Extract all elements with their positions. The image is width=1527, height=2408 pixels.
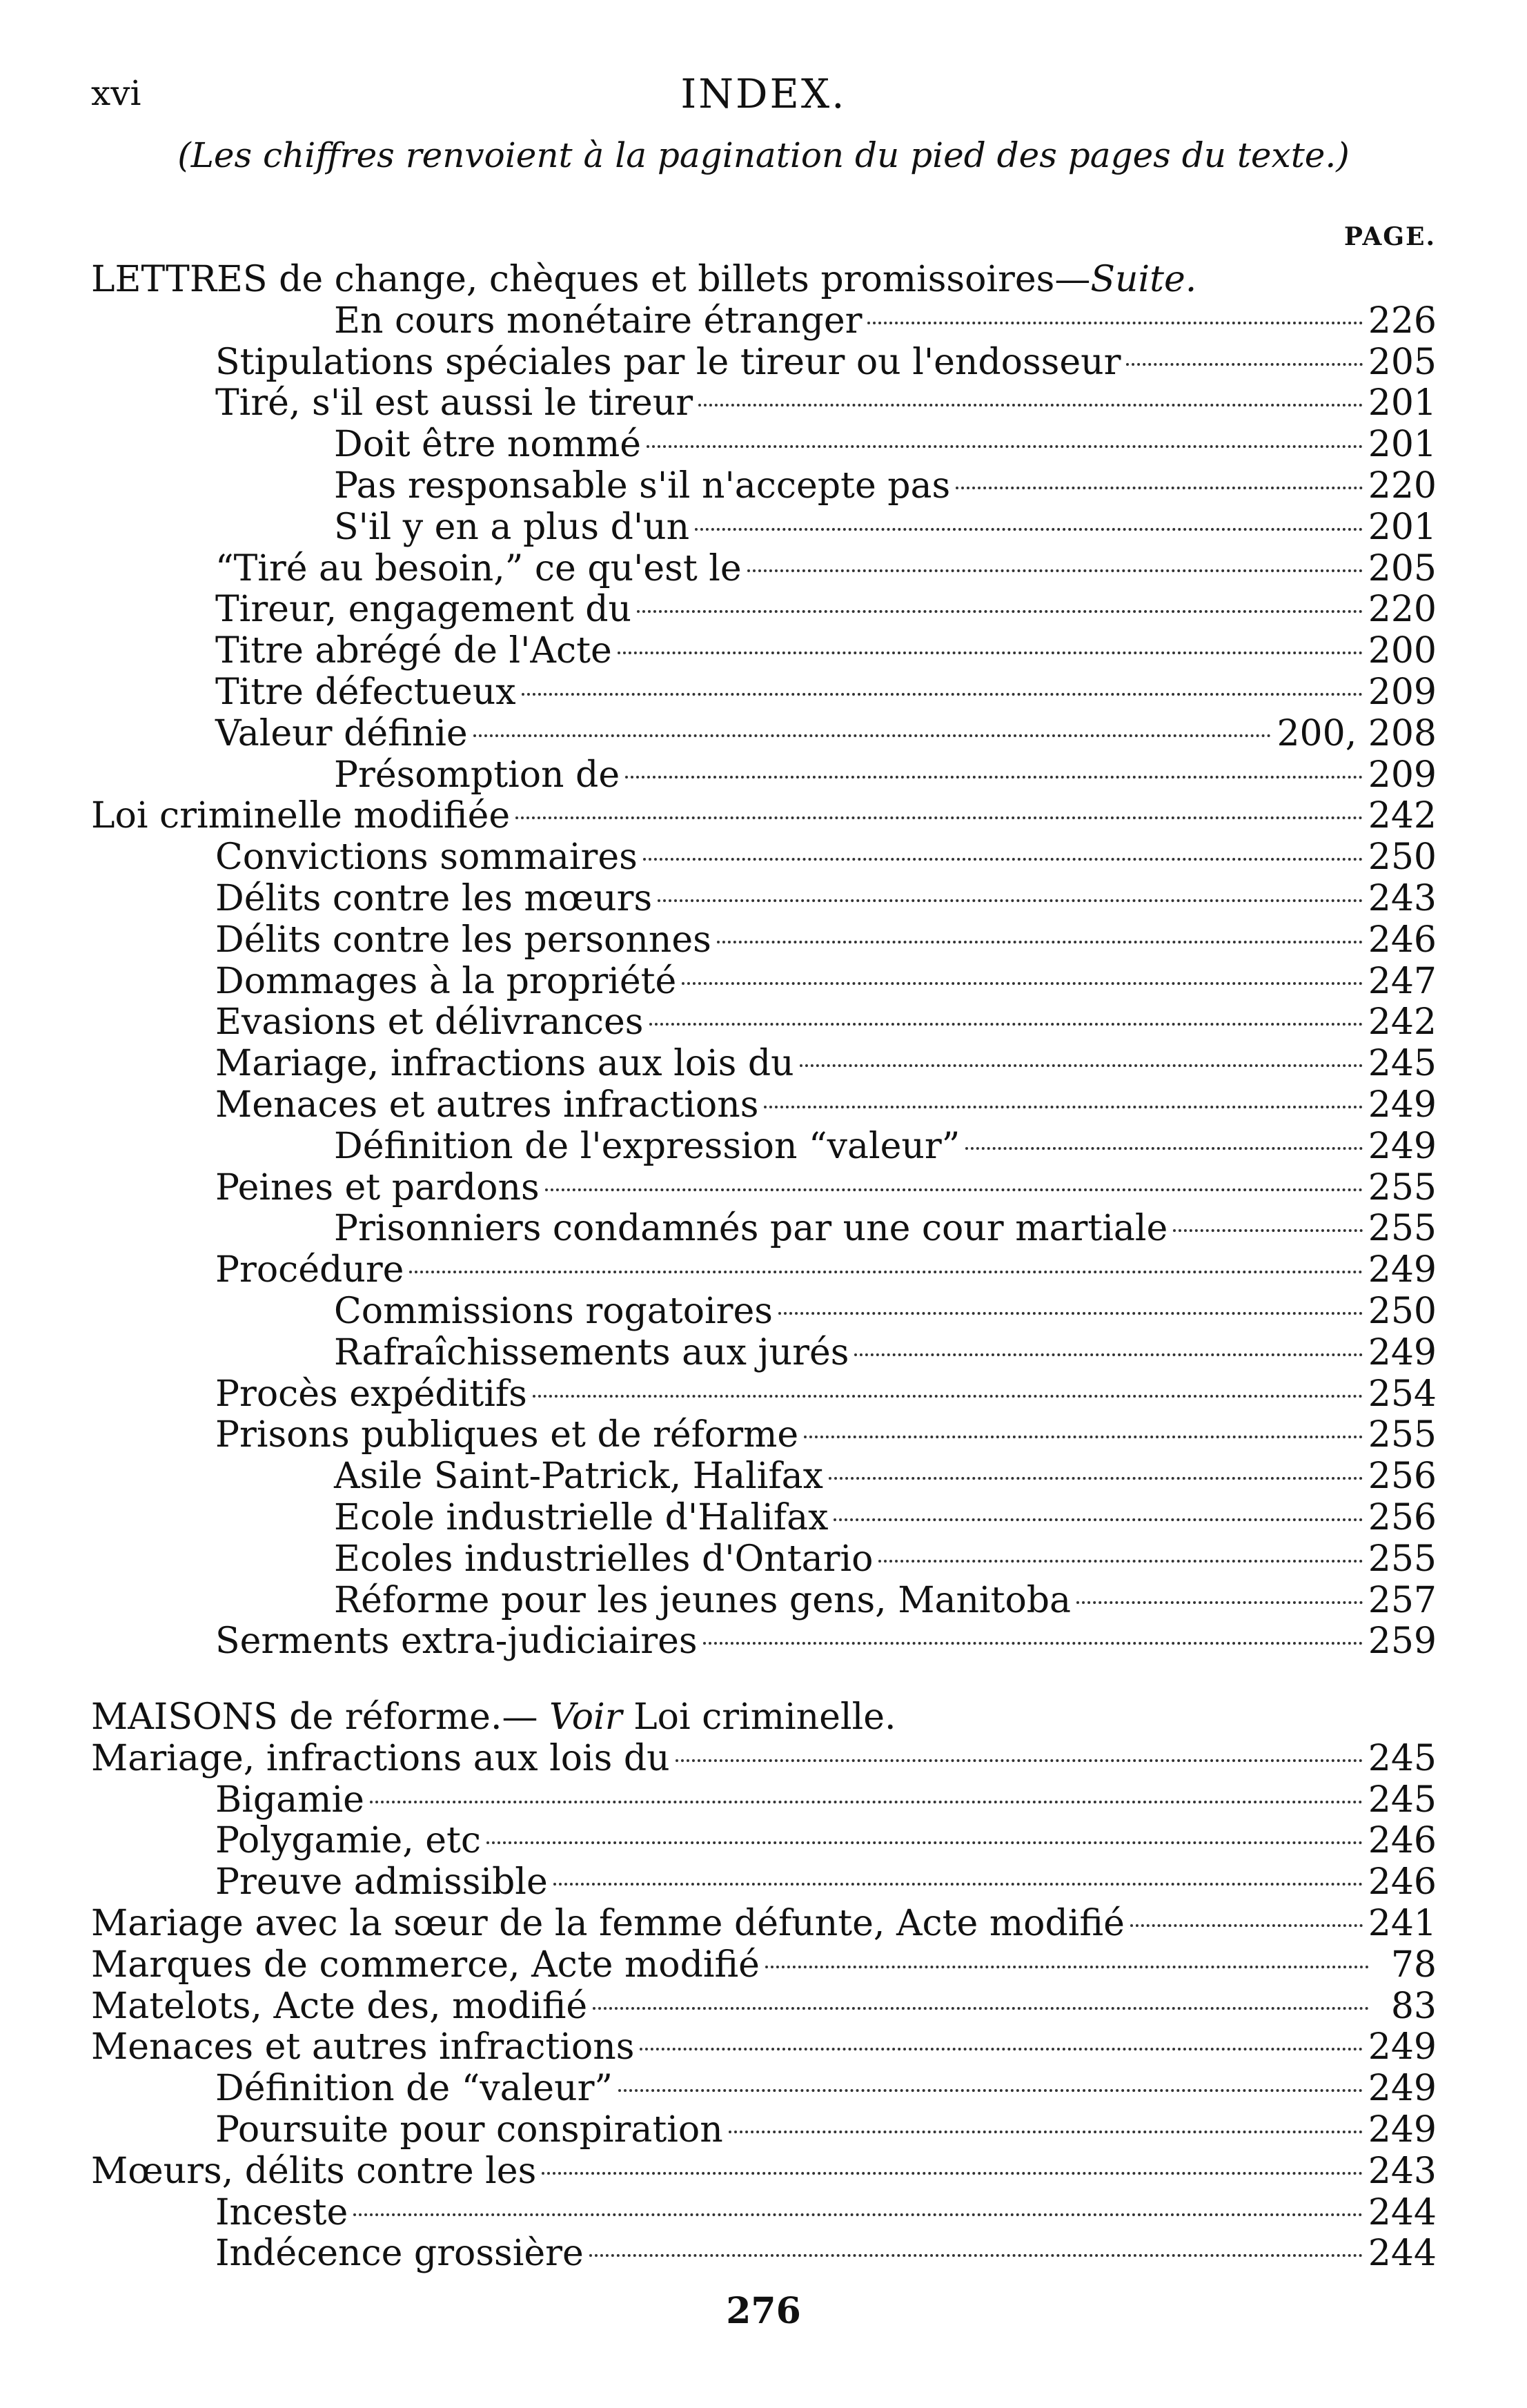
entry-page-ref: 246 — [1368, 1820, 1437, 1862]
entry-label: Polygamie, etc — [215, 1820, 482, 1862]
entry-page-ref: 244 — [1368, 2233, 1437, 2275]
entry-page-ref: 246 — [1368, 919, 1437, 961]
index-entry — [91, 260, 1437, 301]
entry-page-ref: 200, 208 — [1277, 712, 1437, 754]
entry-label: Doit être nommé — [334, 424, 642, 466]
dot-leader — [1130, 1924, 1363, 1927]
entry-page-ref: 241 — [1368, 1903, 1437, 1945]
index-entry — [91, 1208, 1437, 1250]
index-entry — [91, 1126, 1437, 1168]
dot-leader — [682, 982, 1362, 985]
entry-label: Mariage avec la sœur de la femme défunte, Acte modifié — [91, 1903, 1125, 1945]
entry-label: Evasions et délivrances — [215, 1001, 644, 1044]
page-column-label: PAGE. — [1343, 222, 1436, 251]
dot-leader — [409, 1271, 1362, 1273]
entry-label: Marques de commerce, Acte modifié — [91, 1944, 760, 1986]
entry-page-ref: 250 — [1368, 1290, 1437, 1332]
entry-page-ref: 249 — [1368, 1125, 1437, 1167]
index-entry — [91, 424, 1437, 466]
entry-page-ref: 250 — [1368, 836, 1437, 879]
index-entry — [91, 961, 1437, 1003]
dot-leader — [353, 2213, 1362, 2216]
page-header — [91, 61, 1436, 116]
entry-page-ref: 245 — [1368, 1779, 1437, 1821]
entry-page-ref: 226 — [1368, 300, 1437, 342]
entry-page-ref: 257 — [1368, 1579, 1437, 1621]
dot-leader — [956, 487, 1363, 489]
dot-leader — [647, 445, 1363, 448]
entry-label: Indécence grossière — [215, 2233, 584, 2275]
entry-page-ref: 254 — [1368, 1373, 1437, 1415]
dot-leader — [764, 1106, 1362, 1108]
index-entry — [91, 466, 1437, 507]
entry-page-ref: 249 — [1368, 2026, 1437, 2068]
index-entry — [91, 1739, 1437, 1780]
dot-leader — [878, 1560, 1362, 1563]
dot-leader — [1126, 363, 1362, 366]
entry-page-ref: 242 — [1368, 1001, 1437, 1044]
entry-page-ref: 242 — [1368, 795, 1437, 837]
dot-leader — [637, 610, 1363, 613]
index-entry — [91, 1291, 1437, 1333]
index-entry — [91, 2068, 1437, 2110]
dot-leader — [473, 734, 1272, 737]
entry-page-ref: 246 — [1368, 1861, 1437, 1903]
entry-label: Stipulations spéciales par le tireur ou l'endosseur — [215, 341, 1121, 383]
entry-page-ref: 209 — [1368, 671, 1437, 713]
index-entry — [91, 1903, 1437, 1945]
dot-leader — [533, 1395, 1363, 1398]
dot-leader — [717, 941, 1363, 943]
dot-leader — [640, 2048, 1362, 2050]
dot-leader — [834, 1518, 1362, 1521]
index-entry — [91, 1250, 1437, 1291]
dot-leader — [765, 1966, 1369, 1968]
dot-leader — [522, 693, 1363, 696]
entry-page-ref: 249 — [1368, 1249, 1437, 1291]
index-entry — [91, 1456, 1437, 1498]
entry-label: Matelots, Acte des, modifié — [91, 1985, 588, 2027]
entry-page-ref: 205 — [1368, 341, 1437, 383]
dot-leader — [867, 322, 1362, 324]
entry-page-ref: 83 — [1390, 1985, 1437, 2027]
entry-label: En cours monétaire étranger — [334, 300, 863, 342]
dot-leader — [545, 1188, 1363, 1191]
entry-page-ref: 244 — [1368, 2191, 1437, 2233]
entry-page-ref: 220 — [1368, 464, 1437, 507]
index-entry — [91, 383, 1437, 424]
index-entry — [91, 1498, 1437, 1539]
index-entry — [91, 1085, 1437, 1126]
entry-page-ref: 220 — [1368, 589, 1437, 631]
entry-page-ref: 247 — [1368, 960, 1437, 1002]
index-entry — [91, 2027, 1437, 2068]
entry-page-ref: 243 — [1368, 2150, 1437, 2192]
entry-label: LETTRES de change, chèques et billets promissoires—Suite. — [91, 259, 1197, 300]
index-entry — [91, 755, 1437, 796]
entry-page-ref: 209 — [1368, 754, 1437, 796]
entry-label: Délits contre les mœurs — [215, 877, 653, 919]
entry-label: MAISONS de réforme.— Voir Loi criminelle. — [91, 1696, 896, 1739]
index-entry — [91, 1821, 1437, 1862]
index-entry — [91, 879, 1437, 920]
dot-leader — [593, 2007, 1369, 2010]
index-entry — [91, 549, 1437, 590]
entry-label: Délits contre les personnes — [215, 919, 711, 961]
entry-label: Tiré, s'il est aussi le tireur — [215, 382, 693, 424]
dot-leader — [625, 776, 1363, 779]
entry-label: Valeur définie — [215, 712, 468, 754]
entry-label: Ecole industrielle d'Halifax — [334, 1496, 829, 1538]
dot-leader — [676, 1759, 1363, 1762]
entry-label: Bigamie — [215, 1779, 364, 1821]
dot-leader — [965, 1147, 1362, 1150]
index-entry — [91, 1580, 1437, 1622]
index-entry — [91, 672, 1437, 714]
entry-page-ref: 201 — [1368, 382, 1437, 424]
dot-leader — [695, 528, 1363, 531]
entry-label: Tireur, engagement du — [215, 589, 632, 631]
entry-page-ref: 255 — [1368, 1538, 1437, 1580]
entry-page-ref: 201 — [1368, 506, 1437, 548]
entry-label: Serments extra-judiciaires — [215, 1621, 698, 1663]
entry-page-ref: 259 — [1368, 1621, 1437, 1663]
dot-leader — [542, 2172, 1362, 2175]
dot-leader — [553, 1883, 1363, 1886]
entry-page-ref: 256 — [1368, 1456, 1437, 1498]
entry-label: Réforme pour les jeunes gens, Manitoba — [334, 1579, 1072, 1621]
dot-leader — [618, 2089, 1363, 2092]
dot-leader — [854, 1353, 1362, 1356]
entry-label: Menaces et autres infractions — [91, 2026, 635, 2068]
entry-label: Loi criminelle modifiée — [91, 795, 511, 837]
entry-label: Poursuite pour conspiration — [215, 2109, 723, 2151]
index-entry — [91, 1044, 1437, 1085]
dot-leader — [829, 1477, 1363, 1480]
entry-page-ref: 245 — [1368, 1043, 1437, 1085]
entry-label: Titre défectueux — [215, 671, 516, 713]
entry-label: Ecoles industrielles d'Ontario — [334, 1538, 874, 1580]
index-entry — [91, 1986, 1437, 2028]
dot-leader — [1173, 1229, 1362, 1232]
index-entry — [91, 1697, 1437, 1739]
entry-label: Pas responsable s'il n'accepte pas — [334, 464, 951, 507]
dot-leader — [778, 1312, 1363, 1315]
index-entry — [91, 796, 1437, 837]
index-entry — [91, 507, 1437, 549]
dot-leader — [729, 2131, 1363, 2133]
index-entry — [91, 1374, 1437, 1416]
index-entry — [91, 1539, 1437, 1580]
entry-page-ref: 249 — [1368, 2068, 1437, 2110]
entry-label: Dommages à la propriété — [215, 960, 677, 1002]
page-title: INDEX. — [680, 70, 847, 117]
entry-page-ref: 249 — [1368, 2109, 1437, 2151]
dot-leader — [515, 816, 1363, 819]
entry-label: Rafraîchissements aux jurés — [334, 1331, 849, 1373]
dot-leader — [658, 899, 1363, 902]
index-entry — [91, 631, 1437, 672]
index-entry — [91, 1415, 1437, 1456]
entry-label: Titre abrégé de l'Acte — [215, 630, 612, 672]
entry-page-ref: 249 — [1368, 1084, 1437, 1126]
entry-label: Commissions rogatoires — [334, 1290, 773, 1332]
entry-label: “Tiré au besoin,” ce qu'est le — [215, 547, 742, 589]
entry-page-ref: 201 — [1368, 424, 1437, 466]
entry-label: Menaces et autres infractions — [215, 1084, 759, 1126]
page-number: 276 — [726, 2290, 801, 2332]
dot-leader — [804, 1436, 1363, 1438]
index-entry — [91, 920, 1437, 961]
entry-label: S'il y en a plus d'un — [334, 506, 690, 548]
index-entry — [91, 301, 1437, 342]
entry-page-ref: 200 — [1368, 630, 1437, 672]
dot-leader — [370, 1801, 1363, 1803]
entry-page-ref: 255 — [1368, 1208, 1437, 1250]
entry-label: Mœurs, délits contre les — [91, 2150, 537, 2192]
index-entries — [91, 260, 1437, 2275]
entry-page-ref: 255 — [1368, 1414, 1437, 1456]
index-entry — [91, 2110, 1437, 2151]
entry-page-ref: 256 — [1368, 1496, 1437, 1538]
entry-label: Prisonniers condamnés par une cour martiale — [334, 1208, 1168, 1250]
entry-label: Procès expéditifs — [215, 1373, 527, 1415]
entry-label: Preuve admissible — [215, 1861, 548, 1903]
dot-leader — [649, 1023, 1363, 1026]
entry-label: Procédure — [215, 1249, 404, 1291]
entry-label: Présomption de — [334, 754, 620, 796]
index-entry — [91, 2151, 1437, 2193]
index-entry — [91, 1333, 1437, 1374]
index-entry — [91, 1945, 1437, 1986]
entry-label: Mariage, infractions aux lois du — [215, 1043, 794, 1085]
entry-page-ref: 249 — [1368, 1331, 1437, 1373]
entry-label: Définition de “valeur” — [215, 2068, 613, 2110]
dot-leader — [1076, 1601, 1363, 1604]
dot-leader — [643, 858, 1363, 861]
entry-label: Mariage, infractions aux lois du — [91, 1737, 670, 1779]
index-entry — [91, 1862, 1437, 1903]
index-entry — [91, 1780, 1437, 1821]
index-entry — [91, 714, 1437, 755]
dot-leader — [589, 2254, 1363, 2257]
dot-leader — [698, 404, 1363, 407]
entry-page-ref: 243 — [1368, 877, 1437, 919]
dot-leader — [486, 1841, 1363, 1844]
index-entry — [91, 837, 1437, 879]
entry-page-ref: 205 — [1368, 547, 1437, 589]
index-entry — [91, 2233, 1437, 2275]
index-entry — [91, 1168, 1437, 1209]
index-entry — [91, 589, 1437, 631]
index-entry — [91, 1663, 1437, 1697]
entry-page-ref: 245 — [1368, 1737, 1437, 1779]
entry-label: Prisons publiques et de réforme — [215, 1414, 799, 1456]
dot-leader — [618, 652, 1363, 654]
index-entry — [91, 342, 1437, 384]
entry-label: Peines et pardons — [215, 1166, 540, 1208]
entry-page-ref: 78 — [1390, 1944, 1437, 1986]
dot-leader — [800, 1064, 1363, 1067]
index-entry — [91, 2193, 1437, 2234]
entry-label: Inceste — [215, 2191, 348, 2233]
entry-label: Définition de l'expression “valeur” — [334, 1125, 960, 1167]
entry-label: Asile Saint-Patrick, Halifax — [334, 1456, 823, 1498]
dot-leader — [703, 1642, 1363, 1645]
index-subtitle: (Les chiffres renvoient à la pagination du pied des pages du texte.) — [177, 135, 1350, 175]
page-roman-numeral: xvi — [91, 73, 141, 113]
entry-page-ref: 255 — [1368, 1166, 1437, 1208]
index-entry — [91, 1621, 1437, 1663]
entry-label: Convictions sommaires — [215, 836, 638, 879]
index-entry — [91, 1002, 1437, 1044]
dot-leader — [747, 569, 1363, 572]
